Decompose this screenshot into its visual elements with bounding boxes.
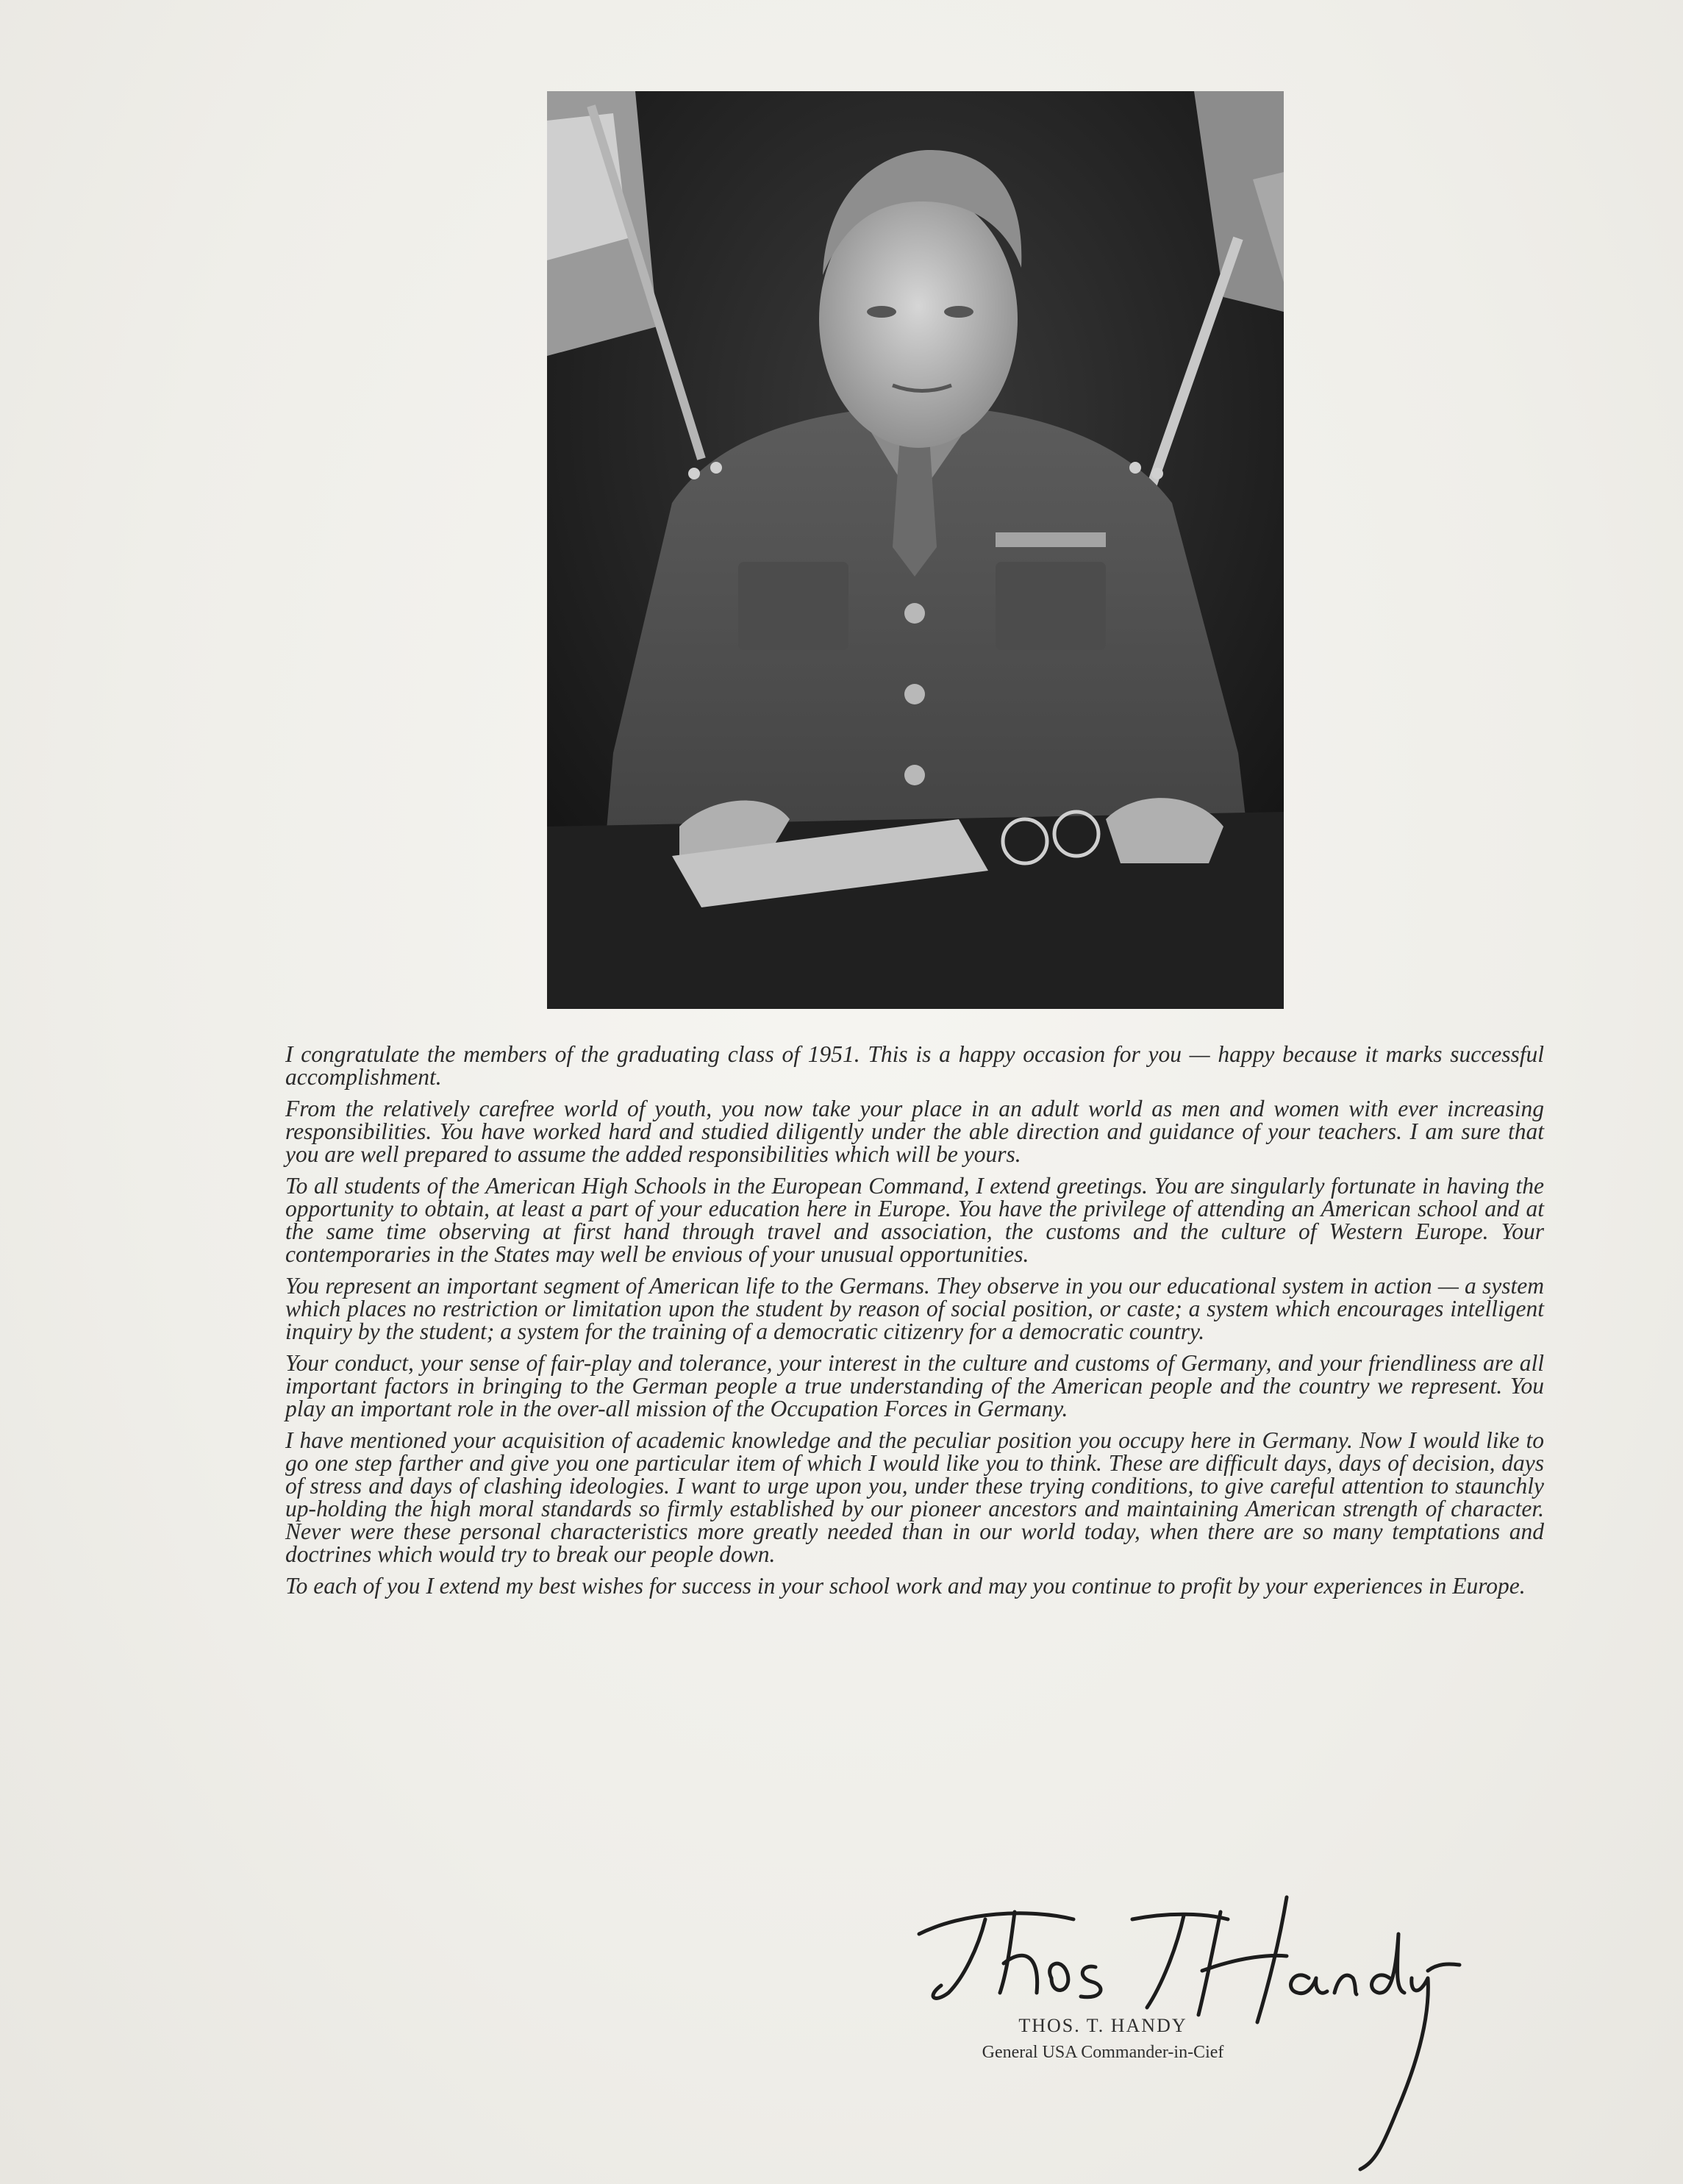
portrait-image bbox=[547, 91, 1284, 1009]
letter-paragraph: From the relatively carefree world of youth, you now take your place in an adult world as men and women with ever increasing responsibilities. You have worked hard and studied diligently under the able direction and guidance of your teachers. I am sure that you are well prepared to assume the added responsibilities which will be yours. bbox=[285, 1096, 1544, 1167]
letter-paragraph: Your conduct, your sense of fair-play and tolerance, your interest in the culture and customs of Germany, and your friendliness are all important factors in bringing to the German people a true understanding of the American people and the country we represent. You play an important role in the over-all mission of the Occupation Forces in Germany. bbox=[285, 1350, 1544, 1421]
letter-paragraph: To all students of the American High Schools in the European Command, I extend greetings. You are singularly fortunate in having the opportunity to obtain, at least a part of your education here in Europe. You have the privilege of attending an American school and at the same time observing at first hand through travel and association, the customs and the culture of Western Europe. Your contemporaries in the States may well be envious of your unusual opportunities. bbox=[285, 1173, 1544, 1267]
letter-paragraph: I congratulate the members of the graduating class of 1951. This is a happy occasion for you — happy because it marks successful accomplishment. bbox=[285, 1041, 1544, 1090]
letter-paragraph: To each of you I extend my best wishes for success in your school work and may you continue to profit by your experiences in Europe. bbox=[285, 1573, 1526, 1599]
letter-paragraph: I have mentioned your acquisition of academic knowledge and the peculiar position you occupy here in Germany. Now I would like to go one step farther and give you one particular item of which I would like you to think. These are difficult days, days of decision, days of stress and days of clashing ideologies. I want to urge upon you, under these trying conditions, to give careful attention to staunchly up-holding the high moral standards so firmly established by our pioneer ancestors and maintaining American strength of character. Never were these personal characteristics more greatly needed than in our world today, when there are so many temptations and doctrines which would try to break our people down. bbox=[285, 1427, 1544, 1567]
letter-paragraph: You represent an important segment of American life to the Germans. They observe in you our educational system in action — a system which places no restriction or limitation upon the student by reason of social position, or caste; a system which encourages intelligent inquiry by the student; a system for the training of a democratic citizenry for a democratic country. bbox=[285, 1273, 1544, 1344]
letter-body bbox=[285, 1043, 1544, 1606]
signer-title: General USA Commander-in-Cief bbox=[982, 2043, 1224, 2062]
signer-name: THOS. T. HANDY bbox=[1018, 2015, 1187, 2036]
portrait-photo bbox=[547, 91, 1284, 1009]
